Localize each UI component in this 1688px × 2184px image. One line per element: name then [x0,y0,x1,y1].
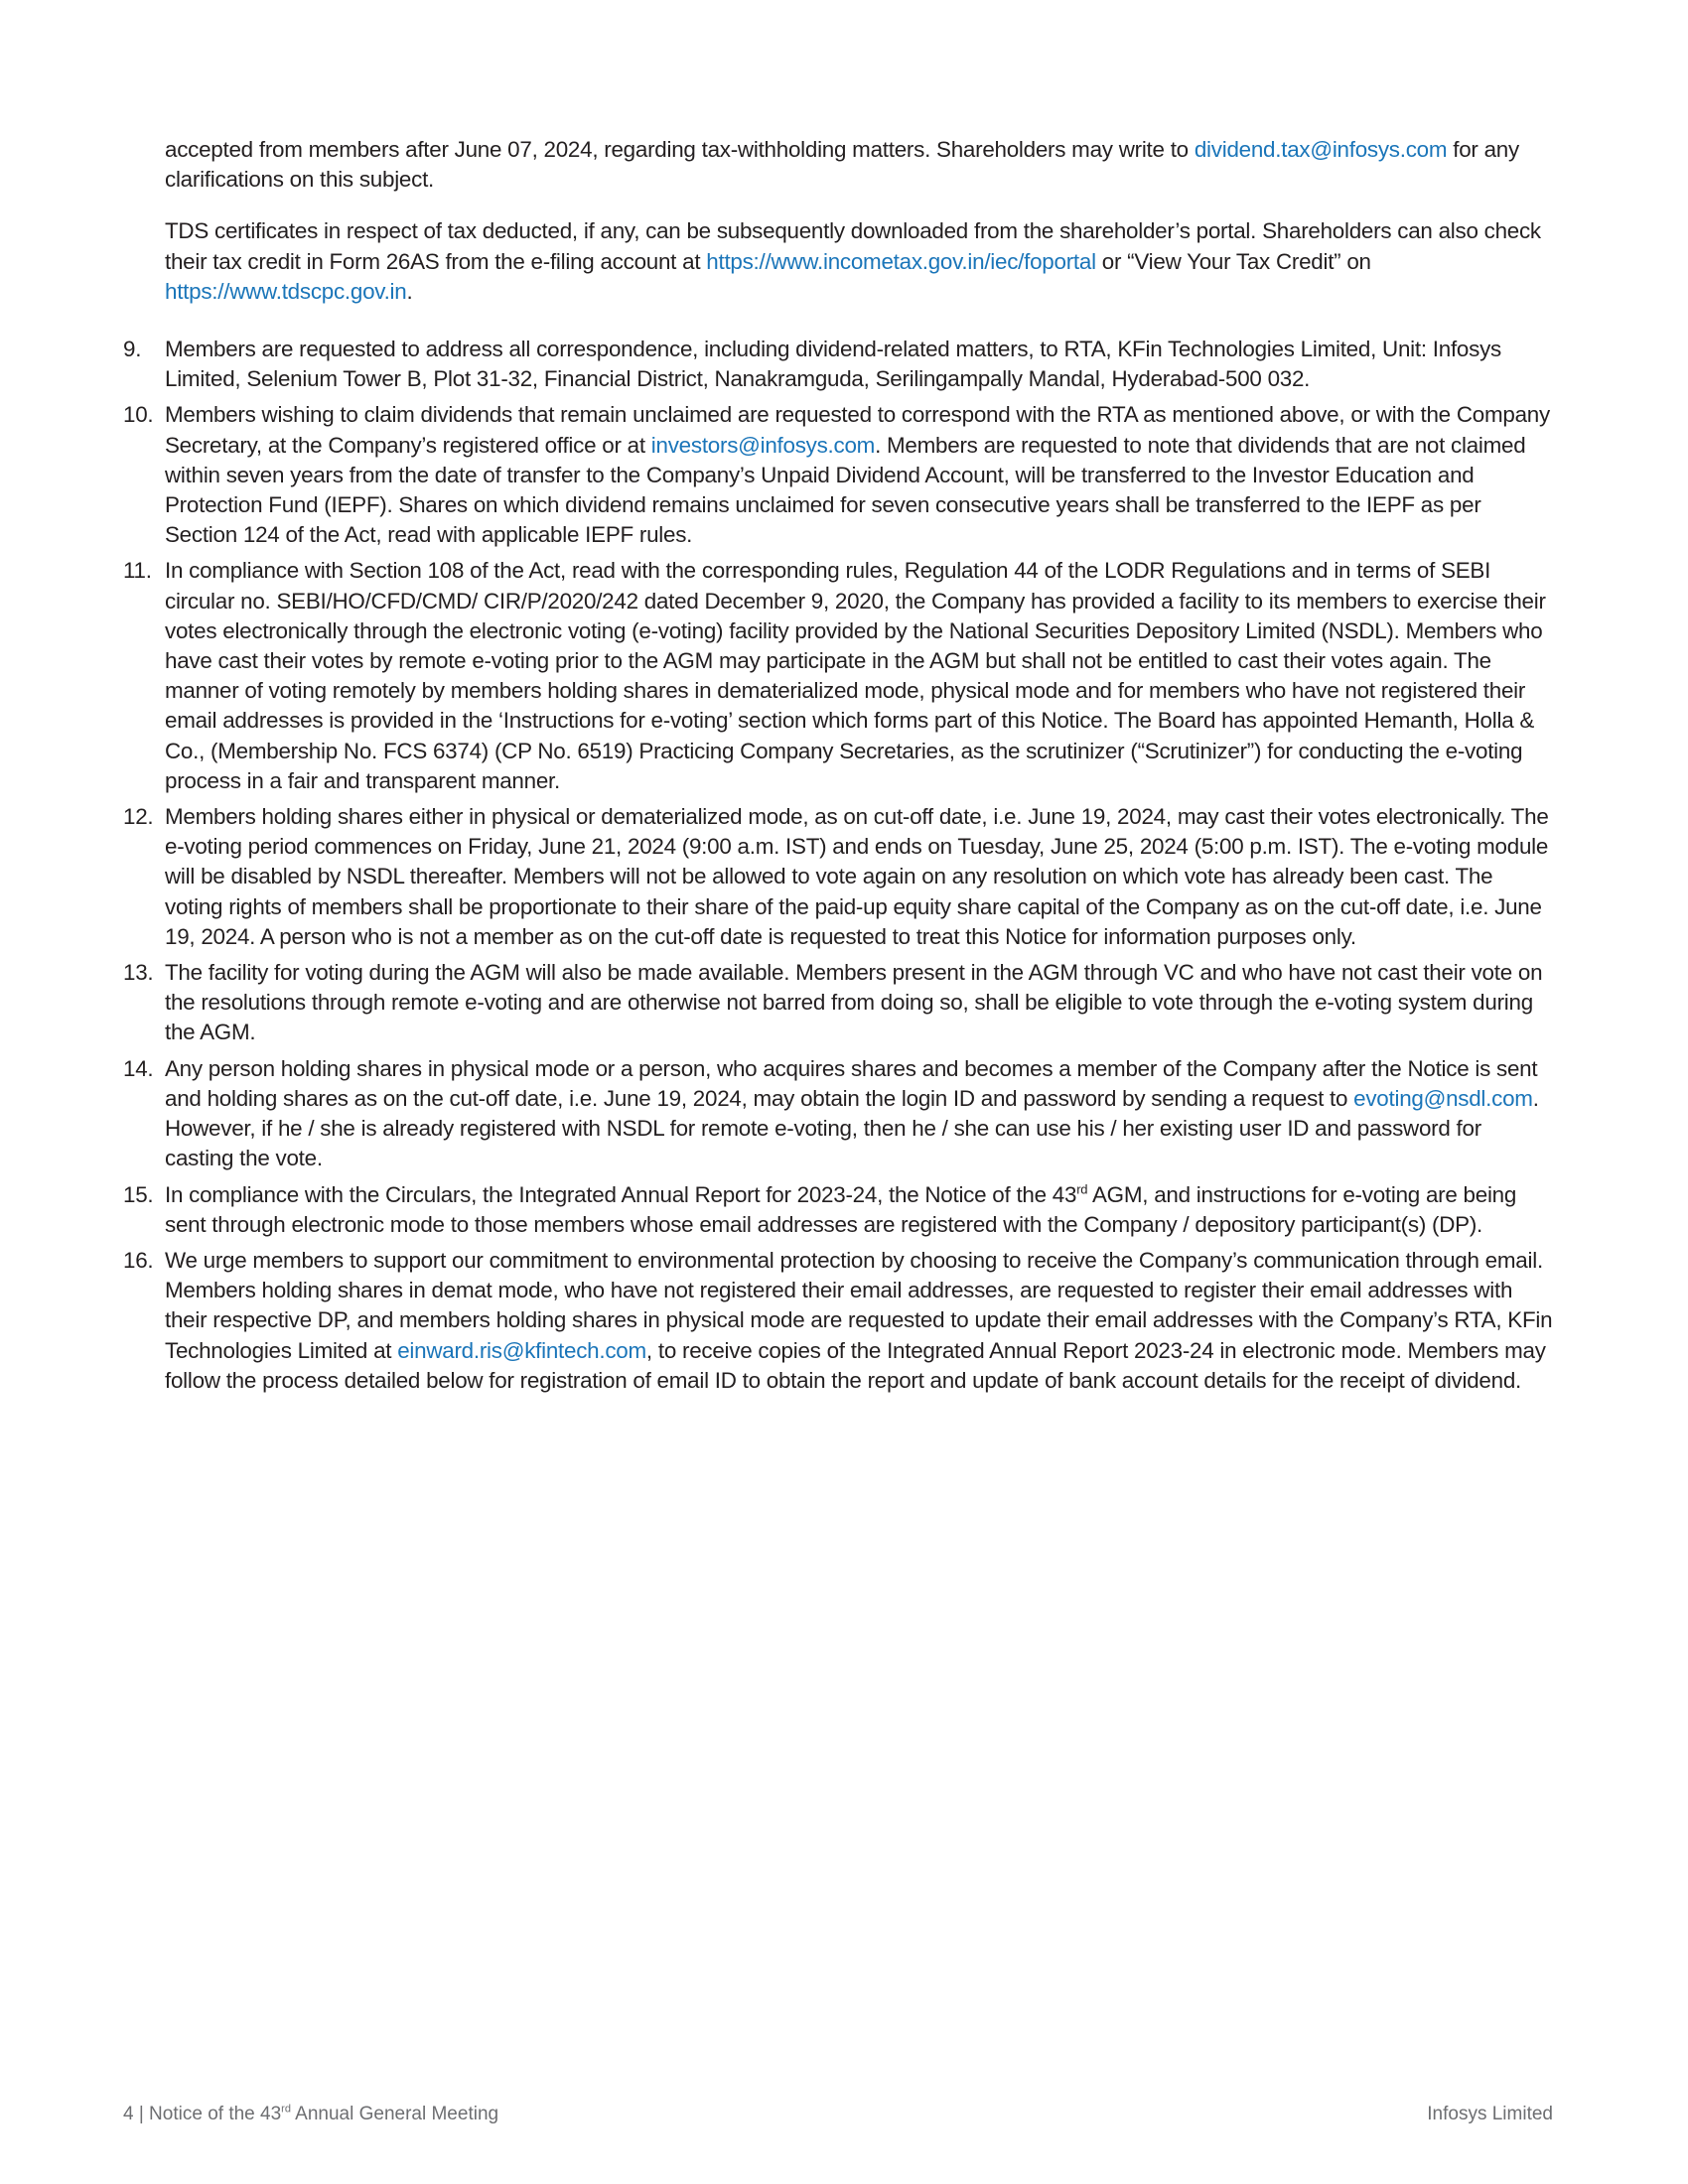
item-15-after: AGM, and instructions for e-voting are being sent through electronic mode to those members whose email addresses are registered with the Company / depository participant(s) (DP). [165,1181,1517,1237]
tdscpc-link[interactable]: https://www.tdscpc.gov.in [165,278,407,304]
item-text [165,1180,1553,1240]
item-16-after: , to receive copies of the Integrated Annual Report 2023-24 in electronic mode. Members may follow the process detailed below for registration of email ID to obtain the report and update of bank account details for the receipt of dividend. [165,1337,1546,1393]
incometax-portal-link[interactable]: https://www.incometax.gov.in/iec/foportal [706,248,1096,274]
item-number: 15. [123,1181,154,1207]
list-item-13 [123,958,1553,1048]
item-number: 13. [123,960,154,986]
item-10-after: . Members are requested to note that dividends that are not claimed within seven years from the date of transfer to the Company’s Unpaid Dividend Account, will be transferred to the Investor Education and Protection Fund (IEPF). Shares on which dividend remains unclaimed for seven consecutive years shall be transferred to the IEPF as per Section 124 of the Act, read with applicable IEPF rules. [165,432,1526,548]
list-item-11 [123,556,1553,796]
list-item-14 [123,1054,1553,1174]
list-item-9 [123,335,1553,394]
item-text [165,1246,1553,1396]
item-number: 9. [123,337,142,362]
page-footer [123,2103,1553,2126]
list-item-16 [123,1246,1553,1396]
footer-meeting-label: Annual General Meeting [290,2104,499,2124]
investors-email-link[interactable]: investors@infosys.com [650,432,876,458]
intro-p1-before: accepted from members after June 07, 2024, regarding tax-withholding matters. Shareholders may write to [165,137,1195,162]
ordinal-superscript: rd [1076,1181,1088,1197]
footer-page-label: 4 | Notice of the 43 [123,2104,282,2124]
footer-ordinal: rd [281,2103,291,2116]
item-15-before: In compliance with the Circulars, the Integrated Annual Report for 2023-24, the Notice of the 43 [165,1181,1077,1207]
item-10-before: Members wishing to claim dividends that remain unclaimed are requested to correspond with the RTA as mentioned above, or with the Company Secretary, at the Company’s registered office or at [165,402,1550,458]
dividend-tax-email-link[interactable]: dividend.tax@infosys.com [1194,137,1448,162]
item-number: 16. [123,1247,154,1273]
footer-left [123,2103,498,2126]
notice-body [123,135,1553,1402]
item-number: 10. [123,402,154,428]
list-item-15 [123,1180,1553,1240]
item-text: Members are requested to address all correspondence, including dividend-related matters, to RTA, KFin Technologies Limited, Unit: Infosys Limited, Selenium Tower B, Plot 31-32, Financial District, Nanakramguda, Serilingampally Mandal, Hyderabad-500 032. [165,337,1501,392]
item-14-after: . However, if he / she is already registered with NSDL for remote e-voting, then he / she can use his / her existing user ID and password for casting the vote. [165,1085,1539,1171]
item-text: The facility for voting during the AGM will also be made available. Members present in the AGM through VC and who have not cast their vote on the resolutions through remote e-voting and are otherwise not barred from doing so, shall be eligible to vote through the e-voting system during the AGM. [165,960,1543,1045]
intro-p2-after: . [406,278,413,304]
item-number: 11. [123,558,152,584]
intro-paragraph-tds [165,216,1553,307]
kfintech-email-link[interactable]: einward.ris@kfintech.com [397,1337,646,1363]
item-text: In compliance with Section 108 of the Act, read with the corresponding rules, Regulation 44 of the LODR Regulations and in terms of SEBI circular no. SEBI/HO/CFD/CMD/ CIR/P/2020/242 dated December 9, 2020, the Company has provided a facility to its members to exercise their votes electronically through the electronic voting (e-voting) facility provided by the National Securities Depository Limited (NSDL). Members who have cast their votes by remote e-voting prior to the AGM may participate in the AGM but shall not be entitled to cast their votes again. The manner of voting remotely by members holding shares in dematerialized mode, physical mode and for members who have not registered their email addresses is provided in the ‘Instructions for e-voting’ section which forms part of this Notice. The Board has appointed Hemanth, Holla & Co., (Membership No. FCS 6374) (CP No. 6519) Practicing Company Secretaries, as the scrutinizer (“Scrutinizer”) for conducting the e-voting process in a fair and transparent manner. [165,558,1546,793]
footer-company-name: Infosys Limited [1427,2104,1553,2124]
evoting-email-link[interactable]: evoting@nsdl.com [1353,1085,1533,1111]
intro-paragraph-tax [165,135,1553,195]
item-16-before: We urge members to support our commitment to environmental protection by choosing to receive the Company’s communication through email. Members holding shares in demat mode, who have not registered their email addresses, are requested to register their email addresses with their respective DP, and members holding shares in physical mode are requested to update their email addresses with the Company’s RTA, KFin Technologies Limited at [165,1247,1553,1363]
item-text [165,1054,1553,1174]
intro-p2-middle: or “View Your Tax Credit” on [1095,248,1371,274]
item-text: Members holding shares either in physical or dematerialized mode, as on cut-off date, i.e. June 19, 2024, may cast their votes electronically. The e-voting period commences on Friday, June 21, 2024 (9:00 a.m. IST) and ends on Tuesday, June 25, 2024 (5:00 p.m. IST). The e-voting module will be disabled by NSDL thereafter. Members will not be allowed to vote again on any resolution on which vote has already been cast. The voting rights of members shall be proportionate to their share of the paid-up equity share capital of the Company as on the cut-off date, i.e. June 19, 2024. A person who is not a member as on the cut-off date is requested to treat this Notice for information purposes only. [165,804,1549,949]
item-number: 12. [123,804,154,830]
list-item-10 [123,400,1553,550]
list-item-12 [123,802,1553,952]
intro-p1-after: for any clarifications on this subject. [165,137,1519,193]
item-text [165,400,1553,550]
intro-p2-before: TDS certificates in respect of tax deducted, if any, can be subsequently downloaded from the shareholder’s portal. Shareholders can also check their tax credit in Form 26AS from the e-filing account at [165,218,1541,274]
item-14-before: Any person holding shares in physical mode or a person, who acquires shares and becomes a member of the Company after the Notice is sent and holding shares as on the cut-off date, i.e. June 19, 2024, may obtain the login ID and password by sending a request to [165,1055,1538,1111]
item-number: 14. [123,1055,154,1081]
